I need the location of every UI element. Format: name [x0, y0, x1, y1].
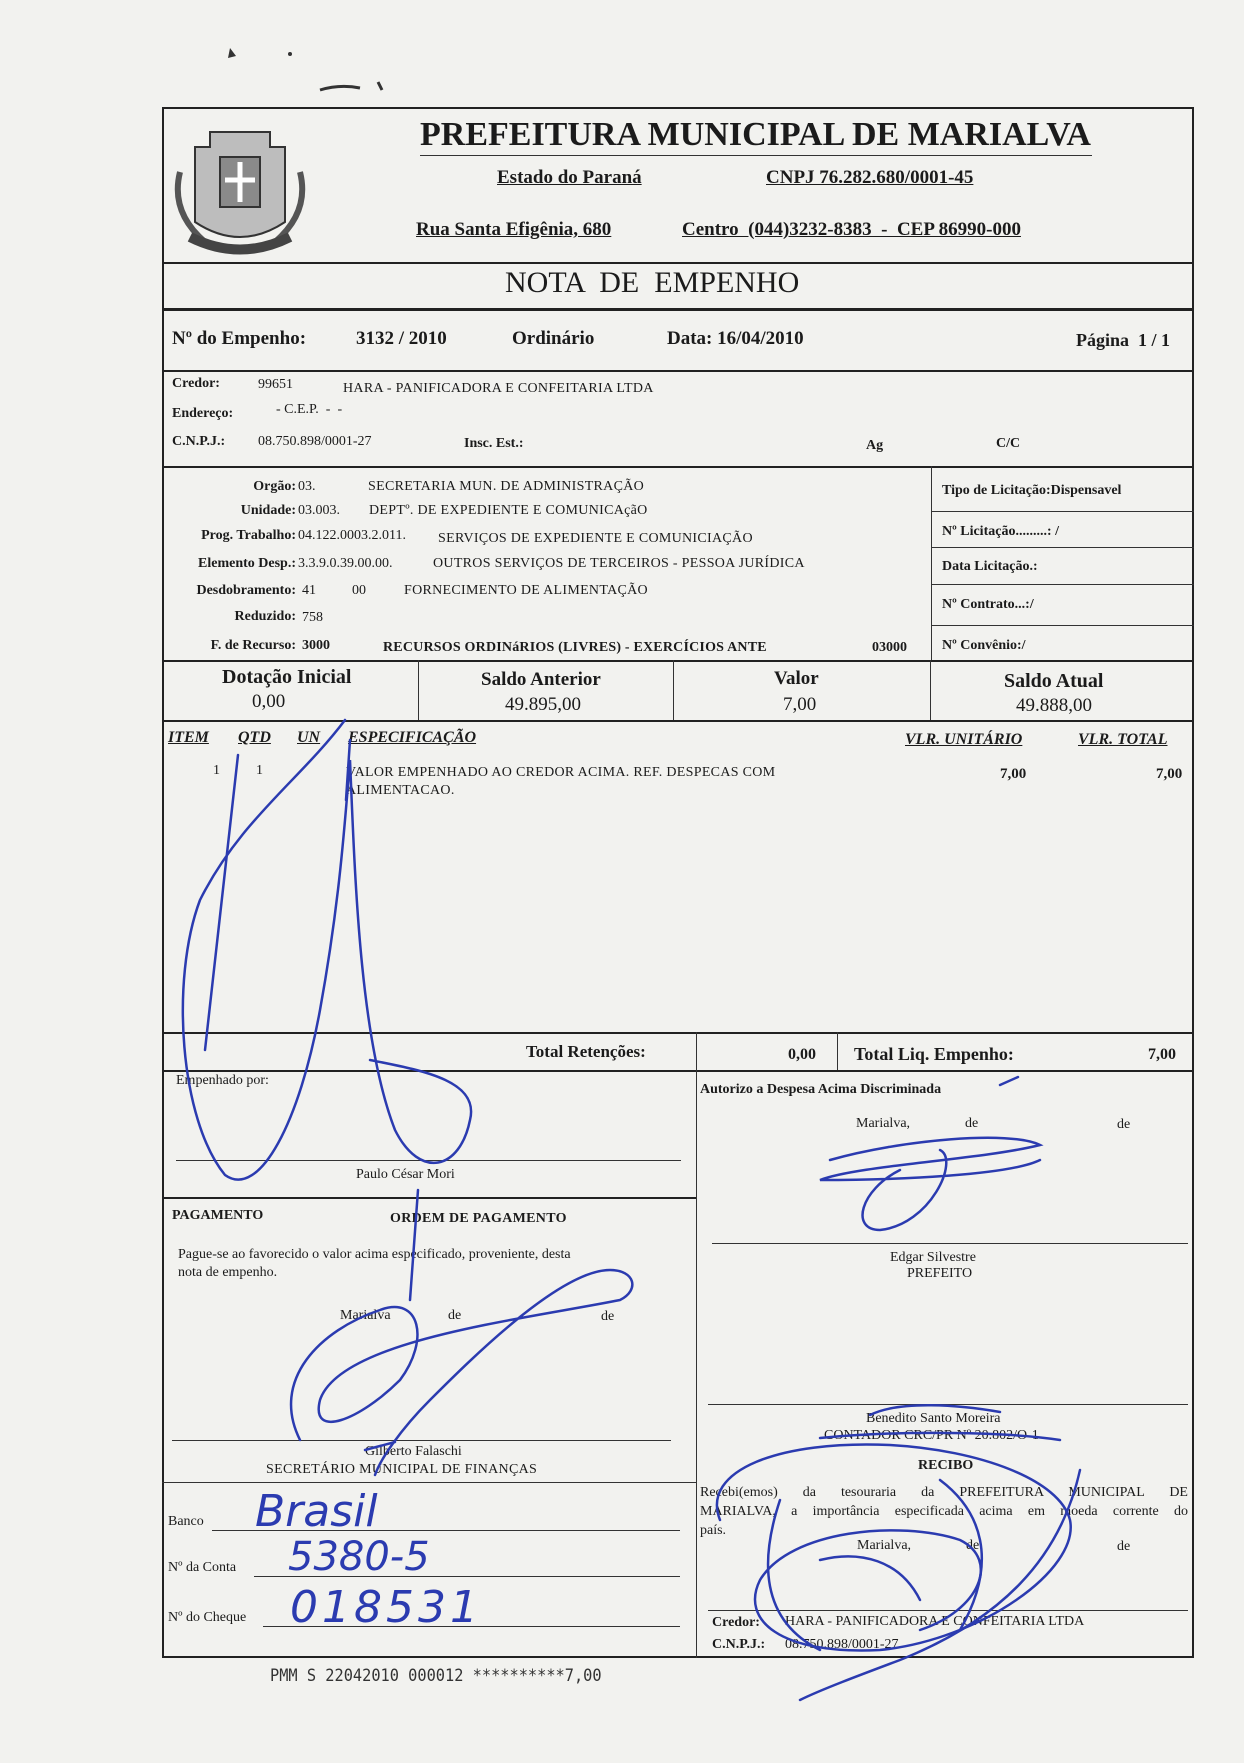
- header-state: Estado do Paraná: [497, 167, 642, 188]
- saldo-anterior-label: Saldo Anterior: [481, 669, 601, 690]
- header-contact: Centro (044)3232-8383 - CEP 86990-000: [682, 219, 1021, 240]
- autorizo-de2: de: [1117, 1117, 1131, 1132]
- recibo-de2: de: [1117, 1539, 1131, 1554]
- footer-stamp: PMM S 22042010 000012 **********7,00: [270, 1666, 602, 1686]
- numero-convenio: Nº Convênio:/: [942, 638, 1026, 653]
- signature-stroke: [291, 1270, 632, 1475]
- cheque-value: 018531: [290, 1582, 482, 1633]
- banco-label: Banco: [168, 1514, 204, 1529]
- liq-empenho-label: Total Liq. Empenho:: [854, 1044, 1014, 1064]
- dotacao-inicial-label: Dotação Inicial: [222, 666, 352, 688]
- col-qtd: QTD: [238, 729, 271, 746]
- banco-value: Brasil: [255, 1486, 378, 1537]
- col-un: UN: [297, 729, 321, 746]
- empenho-date: Data: 16/04/2010: [667, 328, 804, 349]
- secretario-name: Gilberto Falaschi: [365, 1444, 462, 1459]
- data-licitacao: Data Licitação.:: [942, 559, 1038, 574]
- dotacao-inicial-value: 0,00: [252, 691, 286, 712]
- desdobramento-label: Desdobramento:: [196, 583, 296, 598]
- unidade-code: 03.003.: [298, 503, 340, 518]
- reduzido-code: 758: [302, 610, 323, 625]
- desdobramento-code: 41: [302, 583, 316, 598]
- signature-stroke: [768, 1480, 982, 1650]
- prog-desc: SERVIÇOS DE EXPEDIENTE E COMUNICIAÇÃO: [438, 531, 753, 546]
- prefeito-role: PREFEITO: [907, 1266, 973, 1281]
- document-title: NOTA DE EMPENHO: [505, 266, 800, 299]
- pagamento-label: PAGAMENTO: [172, 1208, 264, 1223]
- elemento-code: 3.3.9.0.39.00.00.: [298, 556, 393, 571]
- autorizo-label: Autorizo a Despesa Acima Discriminada: [700, 1082, 942, 1097]
- credor-label: Credor:: [172, 376, 220, 391]
- retencoes-value: 0,00: [788, 1046, 816, 1063]
- page-indicator: Página 1 / 1: [1076, 330, 1171, 350]
- saldo-atual-label: Saldo Atual: [1004, 670, 1104, 692]
- signature-stroke: [183, 720, 471, 1180]
- numero-contrato: Nº Contrato...:/: [942, 597, 1034, 612]
- recurso-code: 3000: [302, 638, 330, 653]
- autorizo-de1: de: [965, 1116, 979, 1131]
- recibo-title: RECIBO: [918, 1458, 974, 1473]
- cc-label: C/C: [996, 436, 1021, 451]
- pagamento-de1: de: [448, 1308, 462, 1323]
- row-unit-value: 7,00: [1000, 766, 1027, 782]
- col-total-value: VLR. TOTAL: [1078, 731, 1168, 748]
- elemento-desc: OUTROS SERVIÇOS DE TERCEIROS - PESSOA JURÍDICA: [433, 556, 805, 571]
- pagamento-text2: nota de empenho.: [178, 1265, 278, 1280]
- desdobramento-sub: 00: [352, 583, 366, 598]
- secretario-role: SECRETÁRIO MUNICIPAL DE FINANÇAS: [266, 1462, 538, 1477]
- cheque-label: Nº do Cheque: [168, 1610, 247, 1625]
- orgao-code: 03.: [298, 479, 316, 494]
- signature-stroke: [820, 1405, 1060, 1440]
- endereco-value: - C.E.P. - -: [276, 402, 343, 417]
- signature-stroke: [410, 1190, 418, 1300]
- prefeito-name: Edgar Silvestre: [890, 1250, 976, 1265]
- col-item: ITEM: [168, 729, 209, 746]
- orgao-label: Orgão:: [253, 479, 296, 494]
- row-qtd: 1: [256, 763, 263, 778]
- signature-stroke: [1000, 1077, 1018, 1085]
- col-spec: ESPECIFICAÇÃO: [348, 729, 477, 746]
- pagamento-de2: de: [601, 1309, 615, 1324]
- valor-value: 7,00: [783, 694, 817, 715]
- numero-licitacao: Nº Licitação.........: /: [942, 524, 1059, 539]
- signature-stroke: [820, 1138, 1040, 1230]
- recibo-text1: Recebi(emos) da tesouraria da PREFEITURA MUNICIPAL DE: [700, 1485, 1188, 1500]
- cnpj-value: 08.750.898/0001-27: [258, 434, 372, 449]
- recibo-text3: país.: [700, 1523, 727, 1538]
- header-address: Rua Santa Efigênia, 680: [416, 219, 612, 240]
- orgao-desc: SECRETARIA MUN. DE ADMINISTRAÇÃO: [368, 479, 645, 494]
- recibo-credor-value: HARA - PANIFICADORA E CONFEITARIA LTDA: [785, 1614, 1085, 1629]
- contador-role: CONTADOR CRC/PR Nº 20.802/O-1: [824, 1428, 1039, 1443]
- retencoes-label: Total Retenções:: [526, 1042, 646, 1061]
- header-cnpj: CNPJ 76.282.680/0001-45: [766, 167, 974, 188]
- cnpj-label: C.N.P.J.:: [172, 434, 226, 449]
- signature-stroke: [800, 1470, 1080, 1700]
- recibo-cnpj-label: C.N.P.J.:: [712, 1637, 766, 1652]
- insc-label: Insc. Est.:: [464, 436, 524, 451]
- signature-stroke: [205, 755, 238, 1050]
- unidade-desc: DEPTº. DE EXPEDIENTE E COMUNICAçãO: [369, 503, 648, 518]
- credor-name: HARA - PANIFICADORA E CONFEITARIA LTDA: [343, 381, 654, 396]
- pagamento-text1: Pague-se ao favorecido o valor acima especificado, proveniente, desta: [178, 1247, 571, 1262]
- valor-label: Valor: [774, 668, 819, 689]
- conta-label: Nº da Conta: [168, 1560, 237, 1575]
- recibo-de1: de: [966, 1538, 980, 1553]
- empenho-number: 3132 / 2010: [356, 328, 447, 349]
- ag-label: Ag: [866, 438, 884, 453]
- recurso-label: F. de Recurso:: [210, 638, 296, 653]
- conta-value: 5380-5: [288, 1534, 430, 1580]
- pagamento-city: Marialva: [340, 1308, 391, 1323]
- unidade-label: Unidade:: [240, 503, 296, 518]
- elemento-label: Elemento Desp.:: [198, 556, 296, 571]
- row-spec-line2: ALIMENTACAO.: [346, 783, 455, 798]
- saldo-anterior-value: 49.895,00: [505, 694, 581, 715]
- ordem-pagamento: ORDEM DE PAGAMENTO: [390, 1211, 567, 1226]
- reduzido-label: Reduzido:: [234, 609, 296, 624]
- empenhado-name: Paulo César Mori: [356, 1167, 455, 1182]
- row-spec-line1: VALOR EMPENHADO AO CREDOR ACIMA. REF. DESPECAS COM: [346, 765, 776, 780]
- credor-code: 99651: [258, 377, 293, 392]
- empenho-type: Ordinário: [512, 328, 595, 349]
- desdobramento-desc: FORNECIMENTO DE ALIMENTAÇÃO: [404, 583, 648, 598]
- prog-label: Prog. Trabalho:: [201, 528, 296, 543]
- prog-code: 04.122.0003.2.011.: [298, 528, 406, 543]
- saldo-atual-value: 49.888,00: [1016, 695, 1092, 716]
- liq-empenho-value: 7,00: [1148, 1046, 1176, 1063]
- recibo-city: Marialva,: [857, 1538, 912, 1553]
- empenhado-label: Empenhado por:: [176, 1073, 269, 1088]
- contador-name: Benedito Santo Moreira: [866, 1411, 1001, 1426]
- row-item: 1: [213, 763, 220, 778]
- recibo-cnpj-value: 08.750.898/0001-27: [785, 1637, 899, 1652]
- empenho-label: Nº do Empenho:: [172, 328, 307, 349]
- recibo-text2: MARIALVA, a importância especificada acima em moeda corrente do: [700, 1504, 1188, 1519]
- autorizo-city: Marialva,: [856, 1116, 911, 1131]
- recurso-sub: 03000: [872, 640, 907, 655]
- recibo-credor-label: Credor:: [712, 1615, 760, 1630]
- row-total-value: 7,00: [1156, 766, 1183, 782]
- header-title: PREFEITURA MUNICIPAL DE MARIALVA: [420, 116, 1091, 153]
- tipo-licitacao: Tipo de Licitação:Dispensavel: [942, 483, 1122, 498]
- col-unit-value: VLR. UNITÁRIO: [905, 731, 1023, 748]
- recurso-desc: RECURSOS ORDINáRIOS (LIVRES) - EXERCÍCIOS ANTE: [383, 640, 767, 655]
- endereco-label: Endereço:: [172, 406, 234, 421]
